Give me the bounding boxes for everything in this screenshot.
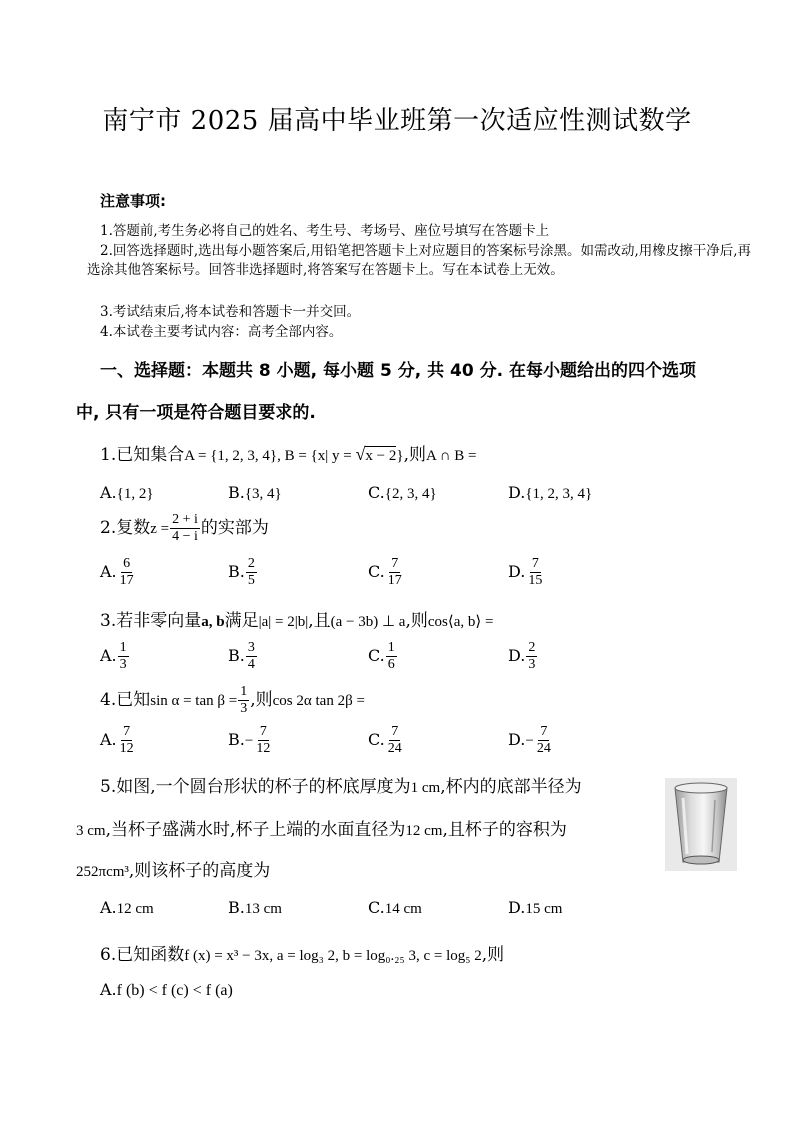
q4-option-d-num: 7 <box>540 724 548 739</box>
q1-option-a-text: {1, 2} <box>116 486 154 502</box>
q2-option-c-fraction <box>386 556 404 589</box>
section-heading-line2: 中, 只有一项是符合题目要求的. <box>76 403 316 423</box>
q4-mid: ,则 <box>250 690 273 710</box>
question-4 <box>100 684 365 717</box>
q4-option-b[interactable] <box>228 724 273 757</box>
q2-option-d[interactable] <box>508 556 545 589</box>
q3-option-d-label: D. <box>508 646 526 665</box>
q3-mid1: 满足 <box>224 611 259 631</box>
q5-option-d-text: 15 cm <box>525 901 563 917</box>
q2-option-b[interactable] <box>228 556 258 589</box>
q2-numerator: 2 + i <box>172 512 198 527</box>
q4-option-b-label: B. <box>228 730 245 749</box>
q3-option-c-num: 1 <box>387 640 395 655</box>
q1-option-b[interactable] <box>228 483 282 503</box>
q1-prefix: 1.已知集合 <box>100 445 185 465</box>
q6-suffix: ,则 <box>481 945 505 965</box>
q4-option-c-label: C. <box>368 730 385 749</box>
q2-option-a-num: 6 <box>123 556 131 571</box>
q2-suffix: 的实部为 <box>200 518 269 538</box>
q4-option-a-label: A. <box>100 730 117 749</box>
q4-option-d-label: D. <box>508 730 526 749</box>
q4-option-c-num: 7 <box>391 724 399 739</box>
q1-option-d[interactable] <box>508 483 592 503</box>
q3-option-b-num: 3 <box>247 640 255 655</box>
q2-option-b-fraction <box>246 556 257 589</box>
q1-sqrt-arg: x − 2 <box>365 448 397 464</box>
q4-denominator: 3 <box>240 701 248 716</box>
q2-option-a[interactable] <box>100 556 137 589</box>
notice-item-4: 4.本试卷主要考试内容：高考全部内容。 <box>100 324 343 340</box>
q2-option-b-label: B. <box>228 562 245 581</box>
q5-option-d[interactable] <box>508 898 562 918</box>
sqrt-icon: √ <box>355 444 366 464</box>
q3-option-a-fraction <box>118 640 129 673</box>
q4-equation: sin α = tan β = <box>150 693 238 709</box>
q5-line2d: ,且杯子的容积为 <box>442 820 567 840</box>
q4-numerator: 1 <box>240 684 248 699</box>
notice-item-2: 2.回答选择题时,选出每小题答案后,用铅笔把答题卡上对应题目的答案标号涂黑。如需改动,用橡皮擦干净后,再选涂其他答案标号。回答非选择题时,将答案写在答题卡上。写在本试卷上无效。 <box>87 243 752 278</box>
q3-option-a[interactable] <box>100 640 130 673</box>
q4-option-b-num: 7 <box>259 724 267 739</box>
q2-option-a-den: 17 <box>119 573 134 588</box>
q3-option-c-label: C. <box>368 646 385 665</box>
q3-option-a-label: A. <box>100 646 117 665</box>
q5-option-d-label: D. <box>508 898 526 917</box>
q2-option-a-fraction <box>118 556 136 589</box>
q3-option-d-den: 3 <box>528 657 536 672</box>
q1-option-c-text: {2, 3, 4} <box>384 486 437 502</box>
q2-option-c-den: 17 <box>387 573 402 588</box>
q2-option-d-den: 15 <box>528 573 543 588</box>
q2-option-c-num: 7 <box>391 556 399 571</box>
q3-option-d[interactable] <box>508 640 538 673</box>
q3-prefix: 3.若非零向量 <box>100 611 202 631</box>
q5-option-c[interactable] <box>368 898 422 918</box>
q3-condition: |a| = 2|b| <box>258 614 309 630</box>
q2-denominator: 4 − i <box>172 529 198 544</box>
q5-option-b[interactable] <box>228 898 282 918</box>
q2-option-d-num: 7 <box>531 556 539 571</box>
q3-option-b-label: B. <box>228 646 245 665</box>
q2-option-d-label: D. <box>508 562 526 581</box>
q3-option-a-den: 3 <box>119 657 127 672</box>
q6-option-a-text: f (b) < f (c) < f (a) <box>116 982 233 999</box>
question-3 <box>100 606 493 631</box>
q1-expr: A ∩ B = <box>425 448 477 464</box>
q4-option-d-den: 24 <box>536 741 551 756</box>
q2-option-b-num: 2 <box>247 556 255 571</box>
q2-prefix: 2.复数 <box>100 518 151 538</box>
q5-line1a: 5.如图,一个圆台形状的杯子的杯底厚度为 <box>100 777 411 797</box>
question-5-line3 <box>76 856 270 881</box>
cup-image <box>665 778 737 871</box>
q1-option-c[interactable] <box>368 483 437 503</box>
q5-line1c: ,杯内的底部半径为 <box>440 777 582 797</box>
q4-option-c-den: 24 <box>387 741 402 756</box>
q1-mid: ,则 <box>403 445 426 465</box>
q3-option-a-num: 1 <box>119 640 127 655</box>
notice-item-3: 3.考试结束后,将本试卷和答题卡一并交回。 <box>100 304 361 320</box>
question-5-line2 <box>76 815 567 840</box>
q1-option-a-label: A. <box>100 483 117 502</box>
q2-fraction <box>170 512 200 545</box>
q5-line3a: 252πcm³ <box>76 864 129 880</box>
q3-mid2: ,且 <box>308 611 331 631</box>
q6-option-a[interactable] <box>100 980 233 1000</box>
q1-set-a: A = {1, 2, 3, 4} <box>184 448 278 464</box>
q3-ask: cos⟨a, b⟩ = <box>427 614 494 630</box>
q2-z: z = <box>150 521 170 537</box>
q5-option-c-text: 14 cm <box>384 901 422 917</box>
q5-option-a-text: 12 cm <box>116 901 154 917</box>
notice-heading: 注意事项: <box>100 192 166 210</box>
section-heading-line1: 一、选择题：本题共 8 小题, 每小题 5 分, 共 40 分. 在每小题给出的四个选项 <box>100 361 696 381</box>
q6-option-a-label: A. <box>100 980 117 999</box>
q5-line2c: 12 cm <box>405 823 443 839</box>
q3-option-b-fraction <box>246 640 257 673</box>
question-6 <box>100 940 504 965</box>
q3-vectors: a, b <box>201 614 225 630</box>
q3-option-c[interactable] <box>368 640 398 673</box>
q5-option-a[interactable] <box>100 898 154 918</box>
question-5-line1 <box>100 772 582 797</box>
q4-option-a[interactable] <box>100 724 137 757</box>
page-title: 南宁市 2025 届高中毕业班第一次适应性测试数学 <box>102 106 692 136</box>
q3-mid3: ,则 <box>405 611 428 631</box>
q3-option-c-fraction <box>386 640 397 673</box>
q5-option-a-label: A. <box>100 898 117 917</box>
q3-option-d-num: 2 <box>528 640 536 655</box>
question-2 <box>100 512 269 545</box>
q4-option-c-fraction <box>386 724 404 757</box>
q3-option-b[interactable] <box>228 640 258 673</box>
q5-line2a: 3 cm <box>76 823 106 839</box>
q4-option-d[interactable] <box>508 724 554 757</box>
q3-option-d-fraction <box>526 640 537 673</box>
q4-option-d-fraction <box>535 724 553 757</box>
q2-option-c[interactable] <box>368 556 405 589</box>
q4-option-a-den: 12 <box>119 741 134 756</box>
q4-option-a-fraction <box>118 724 136 757</box>
question-1 <box>100 440 477 465</box>
q5-line3b: ,则该杯子的高度为 <box>128 861 271 881</box>
q1-option-d-text: {1, 2, 3, 4} <box>525 486 593 502</box>
q4-option-d-sign: − <box>525 733 534 749</box>
q1-option-c-label: C. <box>368 483 385 502</box>
q2-option-d-fraction <box>526 556 544 589</box>
q4-option-c[interactable] <box>368 724 405 757</box>
q5-line2b: ,当杯子盛满水时,杯子上端的水面直径为 <box>105 820 406 840</box>
q6-prefix: 6.已知函数 <box>100 945 185 965</box>
q1-option-b-label: B. <box>228 483 245 502</box>
q3-option-c-den: 6 <box>387 657 395 672</box>
q5-option-c-label: C. <box>368 898 385 917</box>
q1-option-a[interactable] <box>100 483 154 503</box>
glass-cup-icon <box>665 778 737 871</box>
q4-option-a-num: 7 <box>123 724 131 739</box>
q2-option-b-den: 5 <box>247 573 255 588</box>
q4-option-b-fraction <box>254 724 272 757</box>
q1-option-d-label: D. <box>508 483 526 502</box>
q3-option-b-den: 4 <box>247 657 255 672</box>
q1-set-b-end: } <box>396 448 404 464</box>
q1-set-b-start: , B = {x| y = <box>277 448 356 464</box>
q2-option-a-label: A. <box>100 562 117 581</box>
q3-perpendicular: (a − 3b) ⊥ a <box>330 614 406 630</box>
q4-option-b-sign: − <box>244 733 254 749</box>
q5-line1b: 1 cm <box>410 780 441 796</box>
q5-option-b-text: 13 cm <box>244 901 282 917</box>
q4-prefix: 4.已知 <box>100 690 151 710</box>
q5-option-b-label: B. <box>228 898 245 917</box>
q4-option-b-den: 12 <box>256 741 271 756</box>
q4-ask: cos 2α tan 2β = <box>272 693 365 709</box>
q2-option-c-label: C. <box>368 562 385 581</box>
q4-fraction <box>238 684 249 717</box>
q6-expression: f (x) = x³ − 3x, a = log₃ 2, b = log₀.₂₅ 3, c = log₅ 2 <box>184 948 482 964</box>
q1-option-b-text: {3, 4} <box>244 486 282 502</box>
notice-item-1: 1.答题前,考生务必将自己的姓名、考生号、考场号、座位号填写在答题卡上 <box>100 223 550 239</box>
